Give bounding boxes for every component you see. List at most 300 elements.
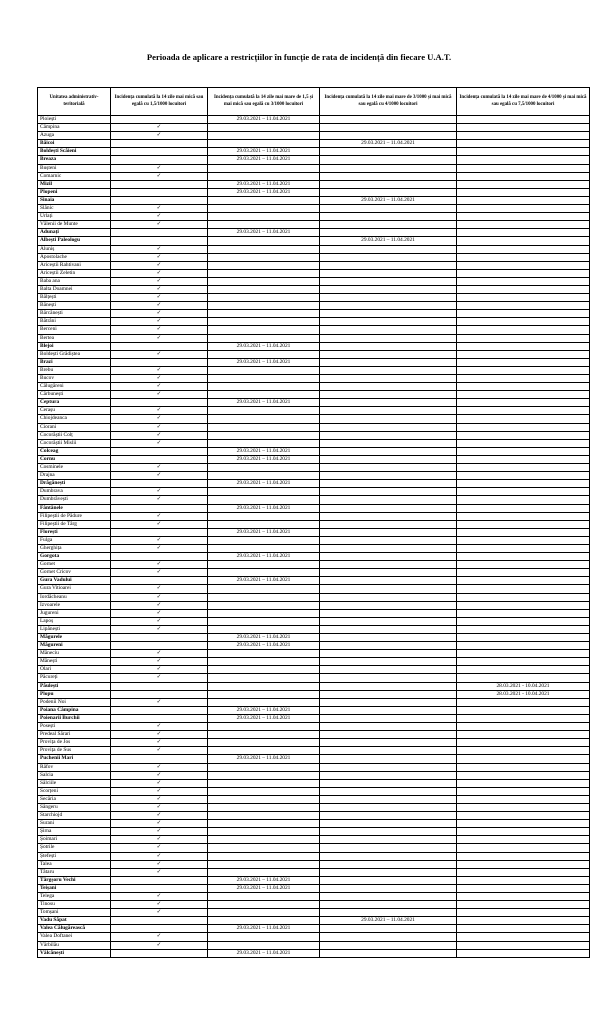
empty-cell [320,334,457,342]
uat-name-cell: Predeal Sărari [38,731,111,739]
empty-cell [320,496,457,504]
empty-cell [111,528,208,536]
empty-cell [320,132,457,140]
empty-cell [457,213,590,221]
empty-cell [457,763,590,771]
table-row [38,415,590,423]
empty-cell [208,496,320,504]
table-row [38,925,590,933]
empty-cell [208,666,320,674]
table-row [38,277,590,285]
empty-cell [208,472,320,480]
table-row [38,634,590,642]
check-mark-icon: ✓ [111,277,208,285]
uat-name-cell: Filipeștii de Pădure [38,512,111,520]
empty-cell [320,399,457,407]
empty-cell [457,285,590,293]
empty-cell [457,650,590,658]
empty-cell [320,229,457,237]
period-cell: 29.03.2021 – 11.04.2021 [208,706,320,714]
table-row [38,771,590,779]
table-row [38,285,590,293]
uat-name-cell: Olari [38,666,111,674]
empty-cell [457,634,590,642]
check-mark-icon: ✓ [111,285,208,293]
empty-cell [320,925,457,933]
check-mark-icon: ✓ [111,803,208,811]
period-cell: 29.03.2021 – 11.04.2021 [208,876,320,884]
period-cell: 29.03.2021 – 11.04.2021 [208,480,320,488]
page-title: Perioada de aplicare a restricțiilor în funcție de rata de incidență din fiecare U.A.T. [146,52,452,62]
uat-name-cell: Cerașu [38,407,111,415]
empty-cell [111,399,208,407]
period-cell: 29.03.2021 – 11.04.2021 [208,634,320,642]
table-row [38,504,590,512]
empty-cell [208,172,320,180]
empty-cell [208,439,320,447]
empty-cell [320,536,457,544]
empty-cell [457,375,590,383]
empty-cell [457,277,590,285]
uat-name-cell: Mănești [38,658,111,666]
empty-cell [320,544,457,552]
table-row [38,755,590,763]
empty-cell [111,237,208,245]
empty-cell [320,949,457,957]
empty-cell [208,601,320,609]
empty-cell [457,237,590,245]
empty-cell [320,803,457,811]
uat-name-cell: Breaza [38,156,111,164]
empty-cell [208,520,320,528]
uat-name-cell: Șirna [38,828,111,836]
empty-cell [457,893,590,901]
empty-cell [320,812,457,820]
empty-cell [457,472,590,480]
period-cell: 29.03.2021 – 11.04.2021 [208,642,320,650]
table-row [38,116,590,124]
empty-cell [320,650,457,658]
empty-cell [320,844,457,852]
header-incidence-3: Incidența cumulată la 14 zile mai mare de 3/1000 și mai mică sau egală cu 4/1000 locuitori [320,88,457,116]
table-row [38,496,590,504]
uat-name-cell: Cocorăștii Colț [38,431,111,439]
empty-cell [111,358,208,366]
empty-cell [208,933,320,941]
uat-name-cell: Sinaia [38,196,111,204]
table-row [38,852,590,860]
empty-cell [320,666,457,674]
empty-cell [208,164,320,172]
table-row [38,625,590,633]
empty-cell [457,617,590,625]
empty-cell [320,658,457,666]
table-row [38,941,590,949]
empty-cell [457,439,590,447]
empty-cell [208,617,320,625]
empty-cell [208,682,320,690]
uat-name-cell: Șotrile [38,844,111,852]
empty-cell [457,569,590,577]
empty-cell [457,269,590,277]
empty-cell [320,577,457,585]
uat-name-cell: Scorțeni [38,787,111,795]
empty-cell [111,714,208,722]
period-cell: 29.03.2021 – 11.04.2021 [208,884,320,892]
table-row [38,294,590,302]
empty-cell [320,561,457,569]
empty-cell [111,148,208,156]
period-cell: 29.03.2021 – 11.04.2021 [208,399,320,407]
empty-cell [111,925,208,933]
header-incidence-1: Incidența cumulată la 14 zile mai mică sau egală cu 1,5/1000 locuitori [111,88,208,116]
uat-name-cell: Izvoarele [38,601,111,609]
empty-cell [111,116,208,124]
empty-cell [320,116,457,124]
empty-cell [208,391,320,399]
empty-cell [457,488,590,496]
empty-cell [320,318,457,326]
empty-cell [320,439,457,447]
check-mark-icon: ✓ [111,739,208,747]
check-mark-icon: ✓ [111,893,208,901]
empty-cell [111,755,208,763]
table-row [38,229,590,237]
empty-cell [457,407,590,415]
empty-cell [320,860,457,868]
check-mark-icon: ✓ [111,407,208,415]
empty-cell [208,585,320,593]
check-mark-icon: ✓ [111,747,208,755]
empty-cell [111,917,208,925]
empty-cell [208,407,320,415]
period-cell: 29.03.2021 – 11.04.2021 [208,553,320,561]
empty-cell [111,634,208,642]
empty-cell [208,852,320,860]
empty-cell [208,917,320,925]
empty-cell [457,253,590,261]
uat-name-cell: Tomșani [38,909,111,917]
check-mark-icon: ✓ [111,658,208,666]
period-cell: 29.03.2021 – 11.04.2021 [208,229,320,237]
table-row [38,358,590,366]
empty-cell [320,407,457,415]
uat-name-cell: Cărbunești [38,391,111,399]
uat-name-cell: Boldești Scăieni [38,148,111,156]
uat-name-cell: Sălciile [38,779,111,787]
uat-name-cell: Secăria [38,795,111,803]
table-row [38,723,590,731]
table-row [38,884,590,892]
empty-cell [320,739,457,747]
empty-cell [320,188,457,196]
check-mark-icon: ✓ [111,674,208,682]
empty-cell [457,520,590,528]
uat-name-cell: Ciorani [38,423,111,431]
check-mark-icon: ✓ [111,164,208,172]
table-row [38,553,590,561]
empty-cell [208,334,320,342]
uat-name-cell: Podenii Noi [38,698,111,706]
table-body [38,116,590,958]
empty-cell [320,488,457,496]
empty-cell [457,383,590,391]
check-mark-icon: ✓ [111,439,208,447]
uat-name-cell: Lipănești [38,625,111,633]
empty-cell [457,455,590,463]
empty-cell [457,747,590,755]
check-mark-icon: ✓ [111,844,208,852]
empty-cell [457,180,590,188]
empty-cell [457,221,590,229]
empty-cell [320,763,457,771]
uat-name-cell: Bălțești [38,294,111,302]
uat-name-cell: Balta Doamnei [38,285,111,293]
empty-cell [320,787,457,795]
check-mark-icon: ✓ [111,415,208,423]
uat-name-cell: Provița de Jos [38,739,111,747]
table-row [38,366,590,374]
table-row [38,164,590,172]
check-mark-icon: ✓ [111,901,208,909]
empty-cell [320,423,457,431]
table-row [38,569,590,577]
uat-name-cell: Bucov [38,375,111,383]
empty-cell [320,391,457,399]
uat-name-cell: Plopeni [38,188,111,196]
empty-cell [208,909,320,917]
empty-cell [208,269,320,277]
empty-cell [320,625,457,633]
table-row [38,917,590,925]
empty-cell [320,205,457,213]
empty-cell [320,277,457,285]
empty-cell [320,642,457,650]
uat-name-cell: Gornet Cricov [38,569,111,577]
table-row [38,787,590,795]
uat-name-cell: Boldești Grădiștea [38,350,111,358]
table-row [38,561,590,569]
check-mark-icon: ✓ [111,205,208,213]
empty-cell [457,504,590,512]
uat-name-cell: Gura Vadului [38,577,111,585]
uat-name-cell: Bertea [38,334,111,342]
empty-cell [457,205,590,213]
uat-name-cell: Blejoi [38,342,111,350]
empty-cell [320,553,457,561]
uat-name-cell: Dumbrava [38,488,111,496]
empty-cell [111,949,208,957]
check-mark-icon: ✓ [111,812,208,820]
empty-cell [208,658,320,666]
period-cell: 29.03.2021 – 11.04.2021 [208,714,320,722]
uat-name-cell: Vâlcănești [38,949,111,957]
empty-cell [320,285,457,293]
table-row [38,342,590,350]
empty-cell [208,868,320,876]
check-mark-icon: ✓ [111,464,208,472]
empty-cell [457,464,590,472]
header-incidence-2: Incidența cumulată la 14 zile mai mare de 1,5 și mai mică sau egală cu 3/1000 locuitori [208,88,320,116]
uat-name-cell: Bușteni [38,164,111,172]
empty-cell [457,779,590,787]
empty-cell [457,795,590,803]
empty-cell [111,682,208,690]
period-cell: 29.03.2021 – 11.04.2021 [208,148,320,156]
table-row [38,253,590,261]
table-row [38,544,590,552]
table-row [38,747,590,755]
empty-cell [320,771,457,779]
empty-cell [320,302,457,310]
empty-cell [320,909,457,917]
empty-cell [208,901,320,909]
uat-name-cell: Cosminele [38,464,111,472]
empty-cell [208,779,320,787]
table-row [38,893,590,901]
empty-cell [208,245,320,253]
uat-name-cell: Fântânele [38,504,111,512]
uat-name-cell: Gorgota [38,553,111,561]
table-row [38,803,590,811]
empty-cell [208,318,320,326]
empty-cell [457,334,590,342]
uat-name-cell: Gura Vitioarei [38,585,111,593]
empty-cell [111,229,208,237]
empty-cell [457,601,590,609]
period-cell: 29.03.2021 – 11.04.2021 [208,925,320,933]
empty-cell [208,625,320,633]
table-row [38,447,590,455]
uat-name-cell: Valea Doftanei [38,933,111,941]
uat-name-cell: Păcureți [38,674,111,682]
check-mark-icon: ✓ [111,909,208,917]
empty-cell [320,755,457,763]
empty-cell [457,561,590,569]
table-row [38,245,590,253]
empty-cell [320,868,457,876]
table-row [38,779,590,787]
empty-cell [320,512,457,520]
period-cell: 29.03.2021 – 11.04.2021 [208,116,320,124]
table-row [38,512,590,520]
empty-cell [208,253,320,261]
empty-cell [320,326,457,334]
check-mark-icon: ✓ [111,132,208,140]
empty-cell [111,553,208,561]
table-row [38,439,590,447]
table-row [38,585,590,593]
table-row [38,334,590,342]
empty-cell [208,196,320,204]
empty-cell [208,787,320,795]
period-cell: 29.03.2021 – 11.04.2021 [208,447,320,455]
empty-cell [320,447,457,455]
period-cell: 28.03.2021 - 10.04.2021 [457,690,590,698]
table-row [38,666,590,674]
uat-name-cell: Brazi [38,358,111,366]
empty-cell [457,350,590,358]
empty-cell [208,731,320,739]
table-row [38,472,590,480]
empty-cell [208,488,320,496]
table-row [38,650,590,658]
check-mark-icon: ✓ [111,334,208,342]
table-row [38,698,590,706]
check-mark-icon: ✓ [111,723,208,731]
empty-cell [457,188,590,196]
table-row [38,140,590,148]
empty-cell [320,455,457,463]
uat-name-cell: Colceag [38,447,111,455]
table-row [38,844,590,852]
empty-cell [208,893,320,901]
check-mark-icon: ✓ [111,261,208,269]
uat-name-cell: Telega [38,893,111,901]
empty-cell [111,480,208,488]
period-cell: 29.03.2021 – 11.04.2021 [320,917,457,925]
empty-cell [457,844,590,852]
empty-cell [320,617,457,625]
empty-cell [208,375,320,383]
table-header-row [38,88,590,116]
uat-name-cell: Berceni [38,326,111,334]
table-row [38,221,590,229]
empty-cell [457,609,590,617]
empty-cell [457,868,590,876]
empty-cell [457,925,590,933]
table-row [38,480,590,488]
empty-cell [457,544,590,552]
empty-cell [457,674,590,682]
empty-cell [457,723,590,731]
empty-cell [111,706,208,714]
uat-name-cell: Teișani [38,884,111,892]
uat-name-cell: Valea Călugărească [38,925,111,933]
empty-cell [208,310,320,318]
empty-cell [320,836,457,844]
table-row [38,714,590,722]
uat-name-cell: Bătrâni [38,318,111,326]
check-mark-icon: ✓ [111,375,208,383]
check-mark-icon: ✓ [111,245,208,253]
table-row [38,205,590,213]
empty-cell [457,860,590,868]
table-row [38,731,590,739]
check-mark-icon: ✓ [111,124,208,132]
table-row [38,795,590,803]
empty-cell [457,884,590,892]
uat-name-cell: Sângeru [38,803,111,811]
empty-cell [111,180,208,188]
check-mark-icon: ✓ [111,617,208,625]
empty-cell [208,294,320,302]
empty-cell [457,820,590,828]
empty-cell [320,269,457,277]
check-mark-icon: ✓ [111,496,208,504]
empty-cell [208,820,320,828]
empty-cell [208,828,320,836]
empty-cell [208,844,320,852]
empty-cell [457,261,590,269]
empty-cell [457,593,590,601]
empty-cell [208,771,320,779]
empty-cell [457,496,590,504]
uat-name-cell: Râfov [38,763,111,771]
uat-name-cell: Surani [38,820,111,828]
uat-name-cell: Slănic [38,205,111,213]
table-row [38,269,590,277]
